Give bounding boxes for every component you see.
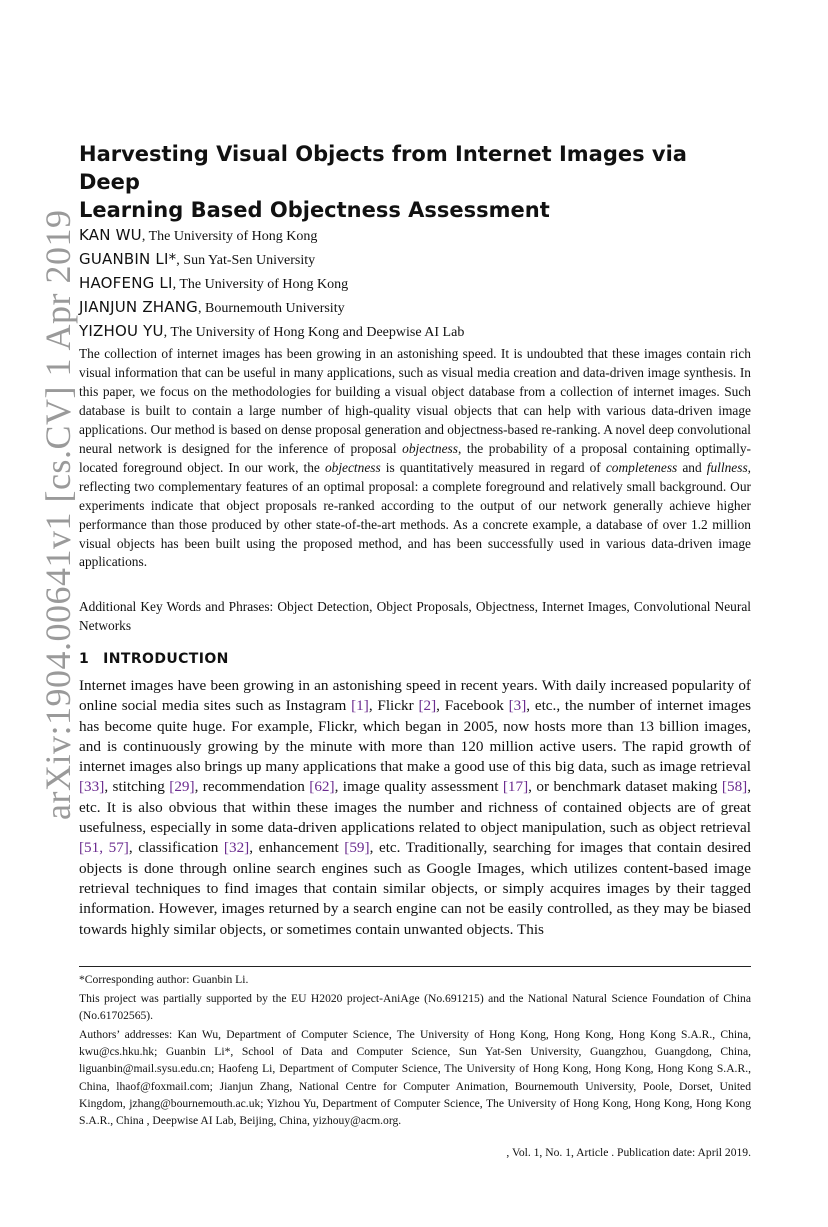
citation-link[interactable]: [58] <box>721 778 748 796</box>
paper-title-line-2: Learning Based Objectness Assessment <box>79 198 550 222</box>
body-text: , classification <box>128 839 224 857</box>
body-text: , recommendation <box>194 778 310 796</box>
abstract-emphasis: objectness <box>402 440 458 456</box>
footnotes <box>79 971 751 1131</box>
citation-link[interactable]: [2] <box>418 697 437 715</box>
author-entry <box>79 248 751 272</box>
author-name: GUANBIN LI* <box>79 250 177 268</box>
author-name: KAN WU <box>79 226 142 244</box>
body-text: , etc. Traditionally, searching for images that contain desired objects is done through online search engines such as Google Images, which utilizes content-based image retrieval techniques to find images that contain similar objects, or simply acquires images by their tagged information. However, images returned by a search engine can not be easily controlled, as they may be biased towards highly similar objects, or sometimes contain unwanted objects. This <box>79 839 751 938</box>
keywords: Additional Key Words and Phrases: Object Detection, Object Proposals, Objectness, Internet Images, Convolutional Neural Networks <box>79 599 751 633</box>
paper-title-line-1: Harvesting Visual Objects from Internet Images via Deep <box>79 142 687 194</box>
body-text: , etc., the number of internet images has become quite huge. For example, Flickr, which began in 2005, now hosts more than 13 billion images, and is continuously growing by the minute with more than 120 million active users. The rapid growth of internet images also brings up many applications that make a good use of this big data, such as image retrieval <box>79 697 751 776</box>
abstract-emphasis: completeness <box>605 459 678 475</box>
section-title: INTRODUCTION <box>103 651 229 667</box>
footnote-funding: This project was partially supported by the EU H2020 project-AniAge (No.691215) and the National Natural Science Foundation of China (No.61702565). <box>79 992 751 1023</box>
intro-paragraph <box>79 676 751 940</box>
body-text: , or benchmark dataset making <box>528 778 722 796</box>
author-affiliation: , The University of Hong Kong <box>172 277 349 292</box>
footnote-divider <box>79 966 751 967</box>
abstract-emphasis: objectness <box>324 459 381 475</box>
abstract-text: , the probability of a proposal containing optimally-located foreground object. In our work, the <box>79 440 751 475</box>
author-list <box>79 224 751 344</box>
author-entry <box>79 320 751 344</box>
author-affiliation: , The University of Hong Kong and Deepwise AI Lab <box>163 325 465 340</box>
citation-link[interactable]: [3] <box>508 697 527 715</box>
section-heading <box>79 651 229 667</box>
author-affiliation: , Sun Yat-Sen University <box>176 253 316 268</box>
arxiv-identifier: arXiv:1904.00641v1 [cs.CV] 1 Apr 2019 <box>38 209 78 820</box>
citation-link[interactable]: [51, 57] <box>79 839 129 857</box>
footnote-addresses: Authors’ addresses: Kan Wu, Department of Computer Science, The University of Hong Kong, Hong Kong, Hong Kong S.A.R., China, kwu@cs.hku.hk; Guanbin Li*, School of Data and Computer Science, Sun Yat-Sen University, Guangzhou, Guangdong, China, liguanbin@mail.sysu.edu.cn; Haofeng Li, Department of Computer Science, The University of Hong Kong, Hong Kong, Hong Kong S.A.R., China, lhaof@foxmail.com; Jianjun Zhang, National Centre for Computer Animation, Bournemouth University, Poole, Dorset, United Kingdom, jzhang@bournemouth.ac.uk; Yizhou Yu, Department of Computer Science, The University of Hong Kong, Hong Kong, Hong Kong S.A.R., China , Deepwise AI Lab, Beijing, China, yizhouy@acm.org. <box>79 1028 751 1127</box>
footnote-corresponding: *Corresponding author: Guanbin Li. <box>79 973 249 986</box>
body-text: , etc. It is also obvious that within these images the number and richness of contained objects are of great usefulness, especially in some data-driven applications related to object manipulation, such as object retrieval <box>79 778 752 837</box>
author-entry <box>79 296 751 320</box>
abstract-emphasis: fullness <box>706 459 748 475</box>
section-number: 1 <box>79 651 90 667</box>
citation-link[interactable]: [1] <box>351 697 369 715</box>
body-text: , Flickr <box>368 697 419 715</box>
author-entry <box>79 224 751 248</box>
author-name: YIZHOU YU <box>79 322 164 340</box>
citation-link[interactable]: [29] <box>169 778 195 796</box>
abstract-text: is quantitatively measured in regard of <box>380 459 606 475</box>
author-entry <box>79 272 751 296</box>
author-affiliation: , The University of Hong Kong <box>141 229 318 244</box>
abstract-text: The collection of internet images has been growing in an astonishing speed. It is undoubted that these images contain rich visual information that can be useful in many applications, such as visual media creation and data-driven image synthesis. In this paper, we focus on the methodologies for building a visual object database from a collection of internet images. Such database is built to contain a large number of high-quality visual objects that can help with various data-driven image applications. Our method is based on dense proposal generation and objectness-based re-ranking. A novel deep convolutional neural network is designed for the inference of proposal <box>79 346 751 456</box>
citation-link[interactable]: [62] <box>309 778 335 796</box>
citation-link[interactable]: [17] <box>502 778 529 796</box>
body-text: , Facebook <box>436 697 509 715</box>
author-name: JIANJUN ZHANG <box>79 298 198 316</box>
body-text: Internet images have been growing in an astonishing speed in recent years. With daily increased popularity of online social media sites such as Instagram <box>79 677 751 715</box>
page-footer: , Vol. 1, No. 1, Article . Publication date: April 2019. <box>506 1146 751 1159</box>
abstract-text: , reflecting two complementary features of an optimal proposal: a complete foreground and relatively small background. Our experiments indicate that object proposals re-ranked according to the output of our network generally achieve higher performance than those produced by other state-of-the-art methods. As a concrete example, a database of over 1.2 million visual objects has been built using the proposed method, and has been successfully used in various data-driven image applications. <box>79 459 752 570</box>
author-affiliation: , Bournemouth University <box>197 301 345 316</box>
abstract-text: and <box>677 459 707 475</box>
citation-link[interactable]: [59] <box>344 839 370 857</box>
author-name: HAOFENG LI <box>79 274 173 292</box>
body-text: , enhancement <box>249 839 345 857</box>
body-text: , stitching <box>104 778 170 796</box>
citation-link[interactable]: [33] <box>79 778 105 796</box>
paper-title <box>79 140 751 224</box>
citation-link[interactable]: [32] <box>223 839 250 857</box>
abstract <box>79 345 751 572</box>
body-text: , image quality assessment <box>334 778 503 796</box>
